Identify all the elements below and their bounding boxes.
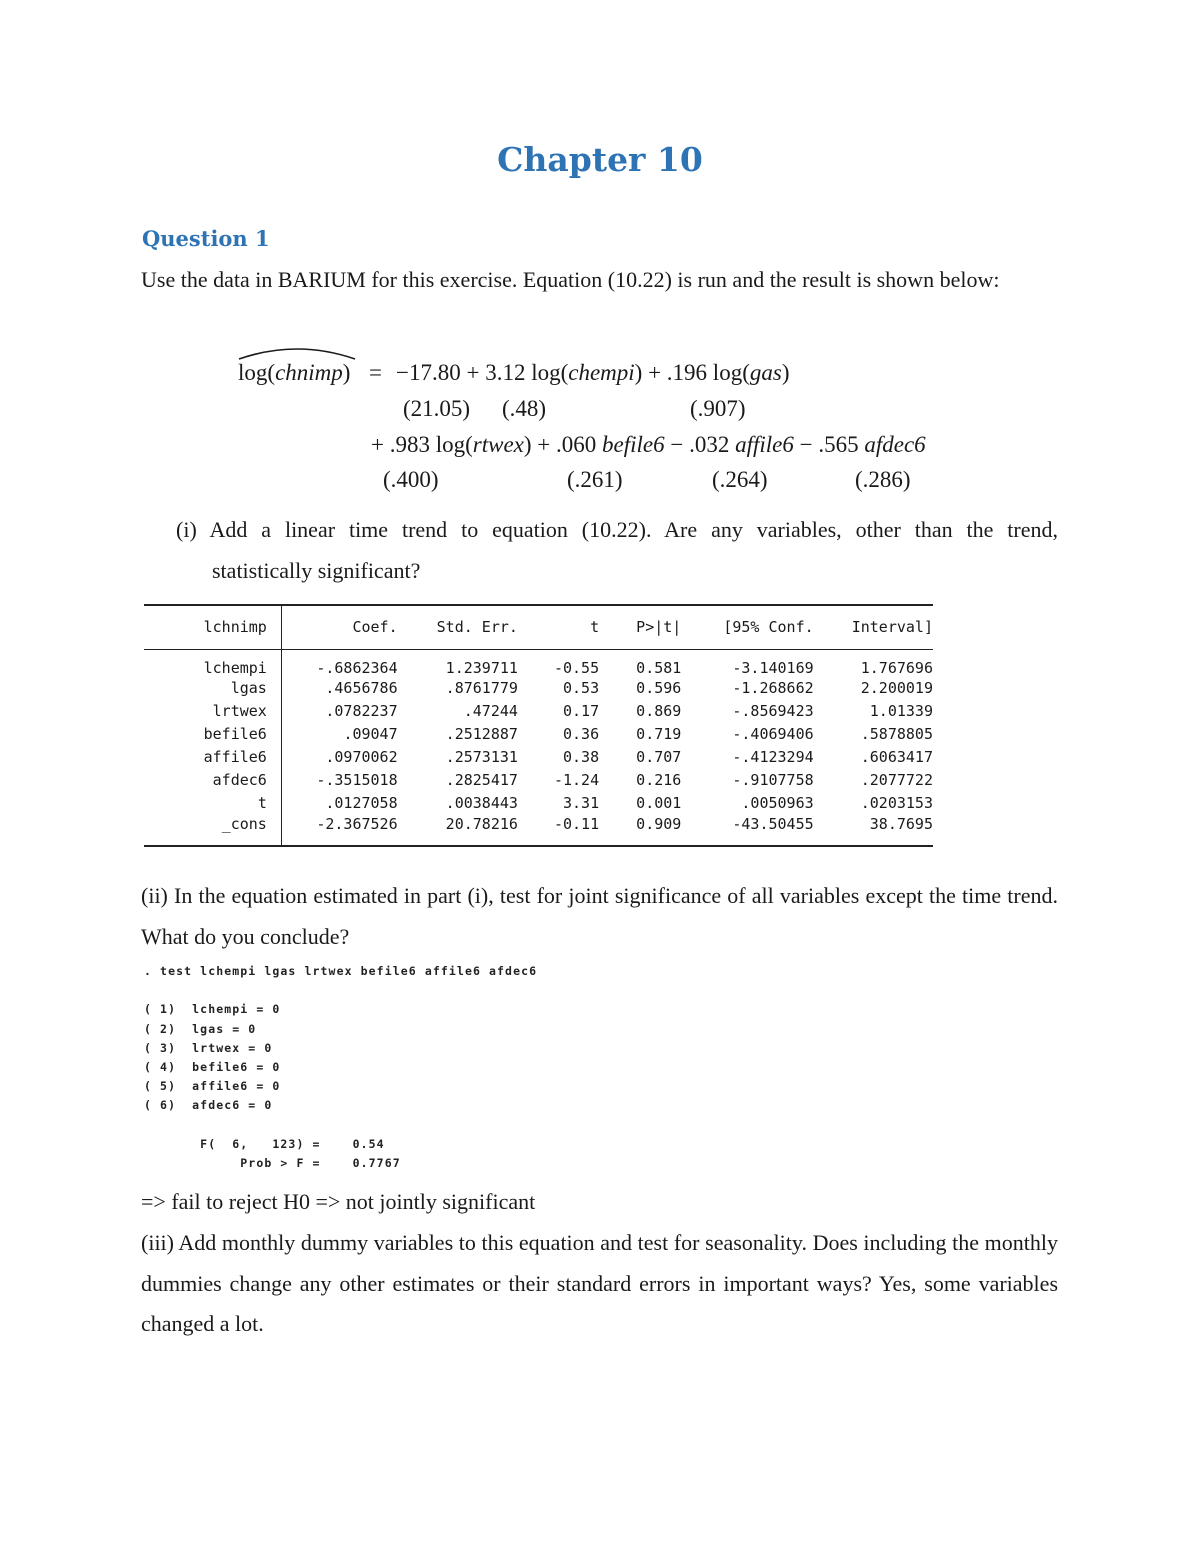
row-t: 0.36 [563, 725, 600, 743]
se-chempi: (.48) [502, 396, 547, 421]
row-t: -0.55 [553, 658, 600, 677]
row-variable: affile6 [144, 746, 281, 769]
row-ci-low: -1.268662 [732, 679, 814, 697]
part-i-line-2: statistically significant? [212, 557, 421, 583]
stata-test-output [144, 962, 537, 1173]
table-header-row [144, 605, 933, 649]
row-std-err: .0038443 [445, 794, 518, 812]
equation-equals: = [369, 360, 382, 385]
stata-constraint: ( 1) lchempi = 0 [144, 1002, 281, 1017]
row-coef: -.3515018 [316, 771, 398, 789]
row-coef: .0970062 [325, 748, 398, 766]
stata-blank-line [144, 981, 537, 1000]
se-befile6: (.261) [567, 467, 623, 492]
chapter-title: Chapter 10 [497, 140, 703, 179]
row-variable: lchempi [144, 649, 281, 677]
row-ci-high: 38.7695 [869, 814, 933, 833]
row-ci-low: -.4123294 [732, 748, 814, 766]
table-row [144, 746, 933, 769]
stata-blank-line [144, 1116, 537, 1135]
row-ci-high: 1.767696 [860, 658, 933, 677]
se-intercept: (21.05) [403, 396, 471, 421]
row-std-err: 1.239711 [445, 658, 518, 677]
row-variable: lgas [144, 677, 281, 700]
row-t: -1.24 [553, 771, 600, 789]
equation-line-1: −17.80 + 3.12 log(chempi) + .196 log(gas) [396, 360, 790, 385]
header-std-err: Std. Err. [436, 618, 518, 637]
row-ci-high: 2.200019 [860, 679, 933, 697]
row-ci-high: .6063417 [860, 748, 933, 766]
row-p-value: 0.596 [636, 679, 682, 697]
equation-line-2: + .983 log(rtwex) + .060 befile6 − .032 affile6 − .565 afdec6 [371, 432, 926, 457]
row-ci-low: -3.140169 [732, 658, 814, 677]
row-p-value: 0.869 [636, 702, 682, 720]
row-std-err: .2512887 [445, 725, 518, 743]
se-affile6: (.264) [712, 467, 768, 492]
table-row [144, 815, 933, 846]
row-ci-low: -43.50455 [732, 814, 814, 833]
equation-lhs: log(chnimp) [238, 360, 351, 385]
row-ci-high: 1.01339 [869, 702, 933, 720]
table-row [144, 649, 933, 677]
row-t: -0.11 [553, 814, 600, 833]
row-ci-high: .5878805 [860, 725, 933, 743]
row-coef: -2.367526 [316, 814, 398, 833]
table-row [144, 792, 933, 815]
row-std-err: .2825417 [445, 771, 518, 789]
row-p-value: 0.581 [636, 658, 682, 677]
row-std-err: 20.78216 [445, 814, 518, 833]
stata-constraint: ( 3) lrtwex = 0 [144, 1040, 273, 1055]
row-p-value: 0.719 [636, 725, 682, 743]
row-variable: lrtwex [144, 700, 281, 723]
stata-command: . test lchempi lgas lrtwex befile6 affile6 afdec6 [144, 964, 538, 978]
row-p-value: 0.216 [636, 771, 682, 789]
row-variable: afdec6 [144, 769, 281, 792]
row-std-err: .47244 [463, 702, 518, 720]
table-row [144, 723, 933, 746]
row-variable: befile6 [144, 723, 281, 746]
row-variable: t [144, 792, 281, 815]
header-depvar: lchnimp [144, 605, 281, 649]
se-afdec6: (.286) [855, 467, 911, 492]
table-row [144, 677, 933, 700]
row-t: 0.17 [563, 702, 600, 720]
row-t: 0.53 [563, 679, 600, 697]
row-t: 3.31 [563, 794, 600, 812]
row-coef: -.6862364 [316, 658, 398, 677]
conclusion-text: => fail to reject H0 => not jointly significant [141, 1189, 536, 1214]
stata-constraint: ( 5) affile6 = 0 [144, 1079, 281, 1094]
table-row [144, 700, 933, 723]
row-std-err: .2573131 [445, 748, 518, 766]
row-std-err: .8761779 [445, 679, 518, 697]
question-heading: Question 1 [142, 226, 270, 251]
part-ii-question: (ii) In the equation estimated in part (i), test for joint significance of all variables except the time trend. What do you conclude? [141, 883, 1058, 949]
stata-constraint: ( 2) lgas = 0 [144, 1021, 257, 1036]
part-iii-question: (iii) Add monthly dummy variables to this equation and test for seasonality. Does including the monthly dummies change any other estimates or their standard errors in important ways? Yes, some variables changed a lot. [141, 1230, 1058, 1336]
hat-accent-icon [237, 345, 357, 361]
regression-table [144, 604, 933, 847]
row-coef: .09047 [343, 725, 398, 743]
intro-paragraph: Use the data in BARIUM for this exercise. Equation (10.22) is run and the result is shown below: [141, 267, 1000, 292]
table-row [144, 769, 933, 792]
row-coef: .4656786 [325, 679, 398, 697]
header-t: t [590, 618, 600, 637]
row-p-value: 0.001 [636, 794, 682, 812]
row-ci-low: -.9107758 [732, 771, 814, 789]
row-ci-low: .0050963 [741, 794, 814, 812]
row-ci-low: -.4069406 [732, 725, 814, 743]
row-p-value: 0.909 [636, 814, 682, 833]
header-p-value: P>|t| [636, 618, 682, 637]
stata-constraint: ( 6) afdec6 = 0 [144, 1098, 273, 1113]
row-coef: .0127058 [325, 794, 398, 812]
stata-f-statistic: F( 6, 123) = 0.54 [144, 1136, 385, 1151]
part-i-line-1: (i) Add a linear time trend to equation (10.22). Are any variables, other than the trend, [176, 517, 1058, 542]
row-p-value: 0.707 [636, 748, 682, 766]
row-t: 0.38 [563, 748, 600, 766]
stata-constraint: ( 4) befile6 = 0 [144, 1060, 281, 1075]
se-gas: (.907) [690, 396, 746, 421]
row-ci-high: .2077722 [860, 771, 933, 789]
row-coef: .0782237 [325, 702, 398, 720]
se-rtwex: (.400) [383, 467, 439, 492]
header-coef: Coef. [352, 618, 398, 637]
part-i-question [176, 510, 1058, 591]
row-ci-high: .0203153 [860, 794, 933, 812]
stata-prob: Prob > F = 0.7767 [144, 1156, 401, 1171]
header-ci-high: Interval] [851, 618, 933, 637]
header-ci-low: [95% Conf. [723, 618, 814, 637]
row-variable: _cons [144, 815, 281, 846]
row-ci-low: -.8569423 [732, 702, 814, 720]
